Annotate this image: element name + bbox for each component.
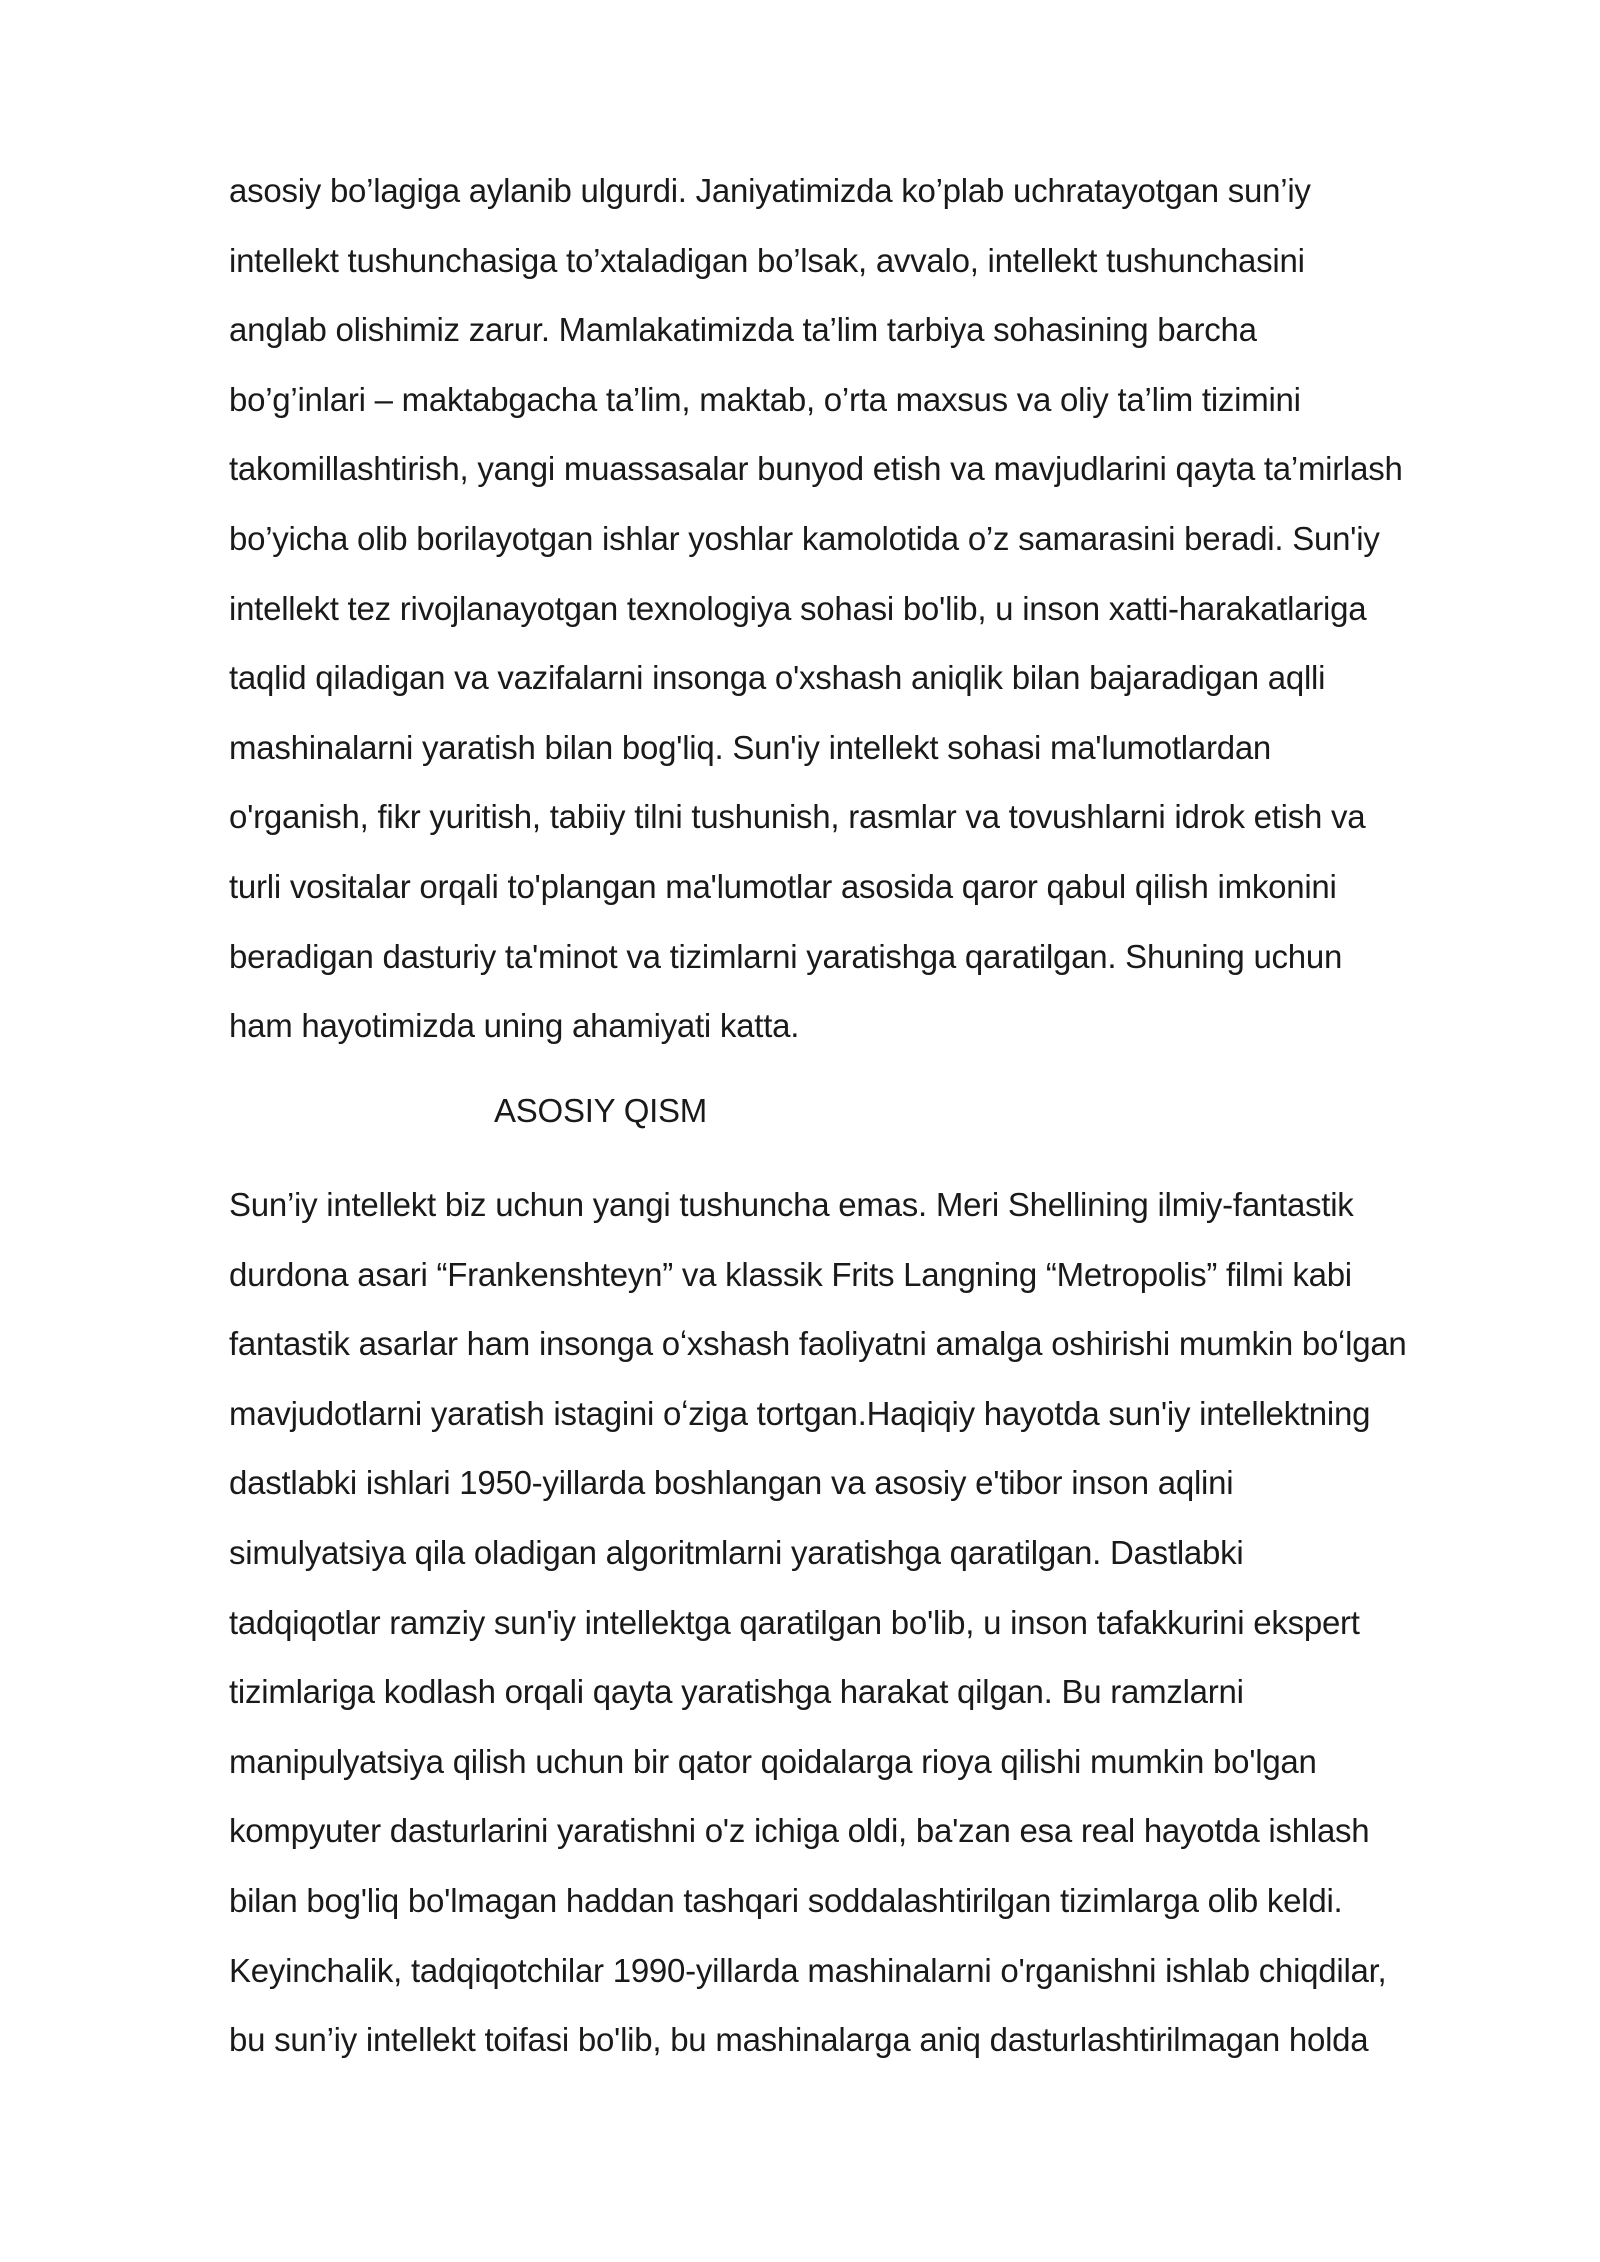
main-paragraph xyxy=(229,1170,1499,2075)
text-line: bo’yicha olib borilayotgan ishlar yoshlar kamolotida o’z samarasini beradi. Sun'iy xyxy=(229,519,1380,557)
text-line: simulyatsiya qila oladigan algoritmlarni yaratishga qaratilgan. Dastlabki xyxy=(229,1533,1244,1571)
text-line: bilan bog'liq bo'lmagan haddan tashqari soddalashtirilgan tizimlarga olib keldi. xyxy=(229,1881,1343,1919)
text-line: taqlid qiladigan va vazifalarni insonga o'xshash aniqlik bilan bajaradigan aqlli xyxy=(229,659,1326,697)
text-line: Keyinchalik, tadqiqotchilar 1990-yillarda mashinalarni o'rganishni ishlab chiqdilar, xyxy=(229,1951,1387,1989)
text-line: dastlabki ishlari 1950-yillarda boshlangan va asosiy e'tibor inson aqlini xyxy=(229,1464,1234,1502)
text-line: beradigan dasturiy ta'minot va tizimlarni yaratishga qaratilgan. Shuning uchun xyxy=(229,937,1343,975)
text-line: takomillashtirish, yangi muassasalar bunyod etish va mavjudlarini qayta ta’mirlash xyxy=(229,450,1403,488)
intro-paragraph xyxy=(229,156,1499,1061)
text-line: turli vositalar orqali to'plangan ma'lumotlar asosida qaror qabul qilish imkonini xyxy=(229,867,1337,905)
text-line: bo’g’inlari – maktabgacha ta’lim, maktab, o’rta maxsus va oliy ta’lim tizimini xyxy=(229,380,1301,418)
text-line: bu sun’iy intellekt toifasi bo'lib, bu mashinalarga aniq dasturlashtirilmagan holda xyxy=(229,2021,1369,2059)
text-line: kompyuter dasturlarini yaratishni o'z ichiga oldi, ba'zan esa real hayotda ishlash xyxy=(229,1812,1370,1850)
text-line: intellekt tushunchasiga to’xtaladigan bo’lsak, avvalo, intellekt tushunchasini xyxy=(229,241,1305,279)
text-line: durdona asari “Frankenshteyn” va klassik Frits Langning “Metropolis” filmi kabi xyxy=(229,1255,1352,1293)
text-line: mavjudotlarni yaratish istagini oʻziga tortgan.Haqiqiy hayotda sun'iy intellektning xyxy=(229,1394,1371,1432)
text-line: tadqiqotlar ramziy sun'iy intellektga qaratilgan bo'lib, u inson tafakkurini ekspert xyxy=(229,1603,1360,1641)
text-line: o'rganish, fikr yuritish, tabiiy tilni tushunish, rasmlar va tovushlarni idrok etish va xyxy=(229,798,1366,836)
text-line: manipulyatsiya qilish uchun bir qator qoidalarga rioya qilishi mumkin bo'lgan xyxy=(229,1742,1317,1780)
text-line: intellekt tez rivojlanayotgan texnologiya sohasi bo'lib, u inson xatti-harakatlariga xyxy=(229,589,1367,627)
text-line: tizimlariga kodlash orqali qayta yaratishga harakat qilgan. Bu ramzlarni xyxy=(229,1673,1244,1711)
text-line: mashinalarni yaratish bilan bog'liq. Sun'iy intellekt sohasi ma'lumotlardan xyxy=(229,728,1272,766)
text-line: Sun’iy intellekt biz uchun yangi tushuncha emas. Meri Shellining ilmiy-fantastik xyxy=(229,1186,1354,1223)
text-line: ham hayotimizda uning ahamiyati katta. xyxy=(229,1007,800,1045)
section-heading: ASOSIY QISM xyxy=(494,1092,708,1129)
text-line: anglab olishimiz zarur. Mamlakatimizda ta’lim tarbiya sohasining barcha xyxy=(229,311,1257,349)
text-line: fantastik asarlar ham insonga oʻxshash faoliyatni amalga oshirishi mumkin boʻlgan xyxy=(229,1325,1407,1363)
text-line: asosiy bo’lagiga aylanib ulgurdi. Janiyatimizda ko’plab uchratayotgan sun’iy xyxy=(229,172,1311,209)
